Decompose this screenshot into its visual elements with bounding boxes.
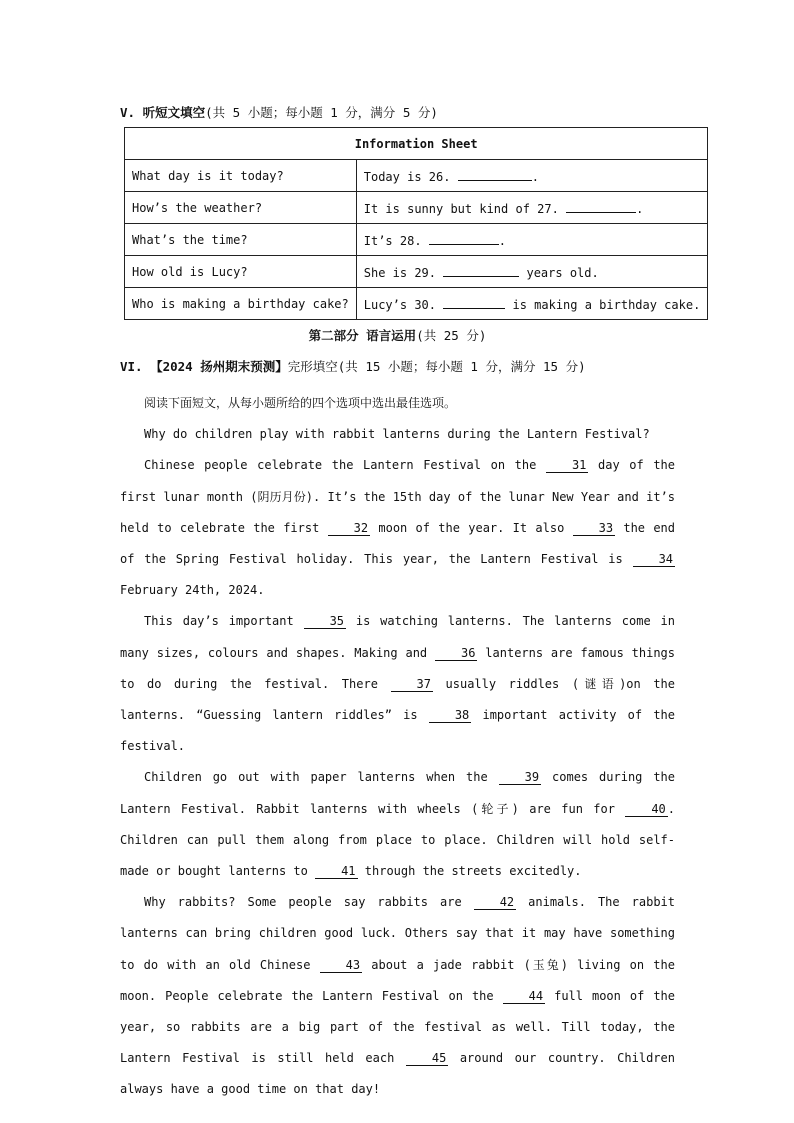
answer-blank[interactable]	[429, 232, 499, 245]
text: comes during the Lantern Festival. Rabbit lanterns with wheels (轮子) are fun for	[120, 770, 675, 816]
paragraph-3	[120, 762, 675, 887]
part2-title: 第二部分 语言运用	[308, 328, 417, 343]
cloze-blank-39[interactable]: 39	[499, 770, 541, 785]
information-sheet-heading: Information Sheet	[125, 128, 708, 160]
section5-note: (共 5 小题；每小题 1 分，满分 5 分)	[205, 105, 438, 120]
question-cell: Who is making a birthday cake?	[125, 288, 357, 320]
text: animals. The rabbit lanterns can bring children good luck. Others say that it may have something to do with an old Chinese	[120, 895, 675, 972]
section6-number: VI.	[120, 359, 143, 374]
section6-title: 完形填空	[287, 359, 338, 374]
table-row	[125, 192, 708, 224]
question-cell: How’s the weather?	[125, 192, 357, 224]
section6-heading	[120, 357, 586, 375]
table-row	[125, 288, 708, 320]
instruction: 阅读下面短文，从每小题所给的四个选项中选出最佳选项。	[144, 396, 457, 410]
cloze-blank-43[interactable]: 43	[320, 958, 362, 973]
answer-prefix: Lucy’s 30.	[363, 297, 436, 312]
answer-cell	[356, 192, 708, 224]
answer-blank[interactable]	[443, 264, 519, 277]
part2-heading	[120, 326, 675, 344]
text: lanterns are famous things to do during the festival. There	[120, 645, 675, 691]
text: Children go out with paper lanterns when the	[144, 770, 488, 785]
text: Chinese people celebrate the Lantern Festival on the	[144, 458, 537, 473]
cloze-blank-41[interactable]: 41	[315, 864, 357, 879]
answer-cell	[356, 224, 708, 256]
text: about a jade rabbit (玉兔) living on the moon. People celebrate the Lantern Festival on the	[120, 957, 675, 1003]
text: the end of the Spring Festival holiday. This year, the Lantern Festival is	[120, 520, 675, 567]
cloze-blank-31[interactable]: 31	[546, 458, 588, 473]
answer-suffix: .	[636, 201, 644, 216]
question-cell: How old is Lucy?	[125, 256, 357, 288]
passage-title: Why do children play with rabbit lanterns during the Lantern Festival?	[144, 427, 650, 442]
cloze-blank-33[interactable]: 33	[573, 521, 615, 536]
cloze-blank-36[interactable]: 36	[435, 646, 477, 661]
part2-note: (共 25 分)	[416, 328, 487, 343]
cloze-blank-45[interactable]: 45	[406, 1051, 448, 1066]
paragraph-2	[120, 606, 675, 762]
information-sheet-table	[124, 127, 708, 320]
section5-title: 听短文填空	[142, 105, 206, 120]
text: around our country. Children always have a good time on that day!	[120, 1051, 675, 1097]
cloze-blank-38[interactable]: 38	[429, 708, 471, 723]
cloze-blank-42[interactable]: 42	[474, 895, 516, 910]
answer-cell	[356, 160, 708, 192]
text: important activity of the festival.	[120, 708, 675, 754]
text: Why rabbits? Some people say rabbits are	[144, 895, 462, 910]
paragraph-1	[120, 450, 675, 606]
text: is watching lanterns. The lanterns come in many sizes, colours and shapes. Making and	[120, 614, 675, 660]
answer-prefix: It is sunny but kind of 27.	[363, 201, 559, 216]
text: usually riddles (谜语)on the lanterns. “Guessing lantern riddles” is	[120, 676, 675, 723]
answer-blank[interactable]	[458, 168, 532, 181]
answer-suffix: .	[498, 233, 507, 248]
section5-number: V.	[120, 105, 136, 120]
answer-blank[interactable]	[443, 296, 505, 309]
answer-prefix: It’s 28.	[363, 233, 422, 248]
table-row	[125, 160, 708, 192]
section6-tag: 【2024 扬州期末预测】	[150, 359, 288, 374]
answer-prefix: Today is 26.	[363, 169, 451, 184]
answer-blank[interactable]	[566, 200, 636, 213]
answer-cell	[356, 256, 708, 288]
cloze-passage	[120, 388, 675, 1106]
cloze-blank-37[interactable]: 37	[391, 677, 433, 692]
text: day of the first lunar month (阴历月份). It’s the 15th day of the lunar New Year and it’s held to celebrate the first	[120, 458, 675, 535]
question-cell: What’s the time?	[125, 224, 357, 256]
answer-prefix: She is 29.	[363, 265, 436, 280]
cloze-blank-35[interactable]: 35	[304, 614, 346, 629]
answer-suffix: is making a birthday cake.	[512, 297, 701, 312]
table-row	[125, 224, 708, 256]
text: moon of the year. It also	[378, 520, 565, 535]
cloze-blank-40[interactable]: 40	[625, 802, 667, 817]
answer-cell	[356, 288, 708, 320]
text: . Children can pull them along from place to place. Children will hold self-made or bought lanterns to	[120, 801, 675, 879]
cloze-blank-34[interactable]: 34	[633, 552, 675, 567]
cloze-blank-32[interactable]: 32	[328, 521, 370, 536]
question-cell: What day is it today?	[125, 160, 357, 192]
text: February 24th, 2024.	[120, 583, 265, 598]
text: full moon of the year, so rabbits are a big part of the festival as well. Till today, the Lantern Festival is still held each	[120, 988, 676, 1066]
text: through the streets excitedly.	[364, 864, 582, 879]
section6-note: (共 15 小题；每小题 1 分，满分 15 分)	[337, 359, 586, 374]
answer-suffix: .	[531, 169, 539, 184]
cloze-blank-44[interactable]: 44	[503, 989, 545, 1004]
table-row	[125, 256, 708, 288]
paragraph-4	[120, 887, 675, 1105]
text: This day’s important	[144, 614, 294, 629]
answer-suffix: years old.	[526, 265, 599, 280]
section5-heading	[120, 103, 438, 121]
